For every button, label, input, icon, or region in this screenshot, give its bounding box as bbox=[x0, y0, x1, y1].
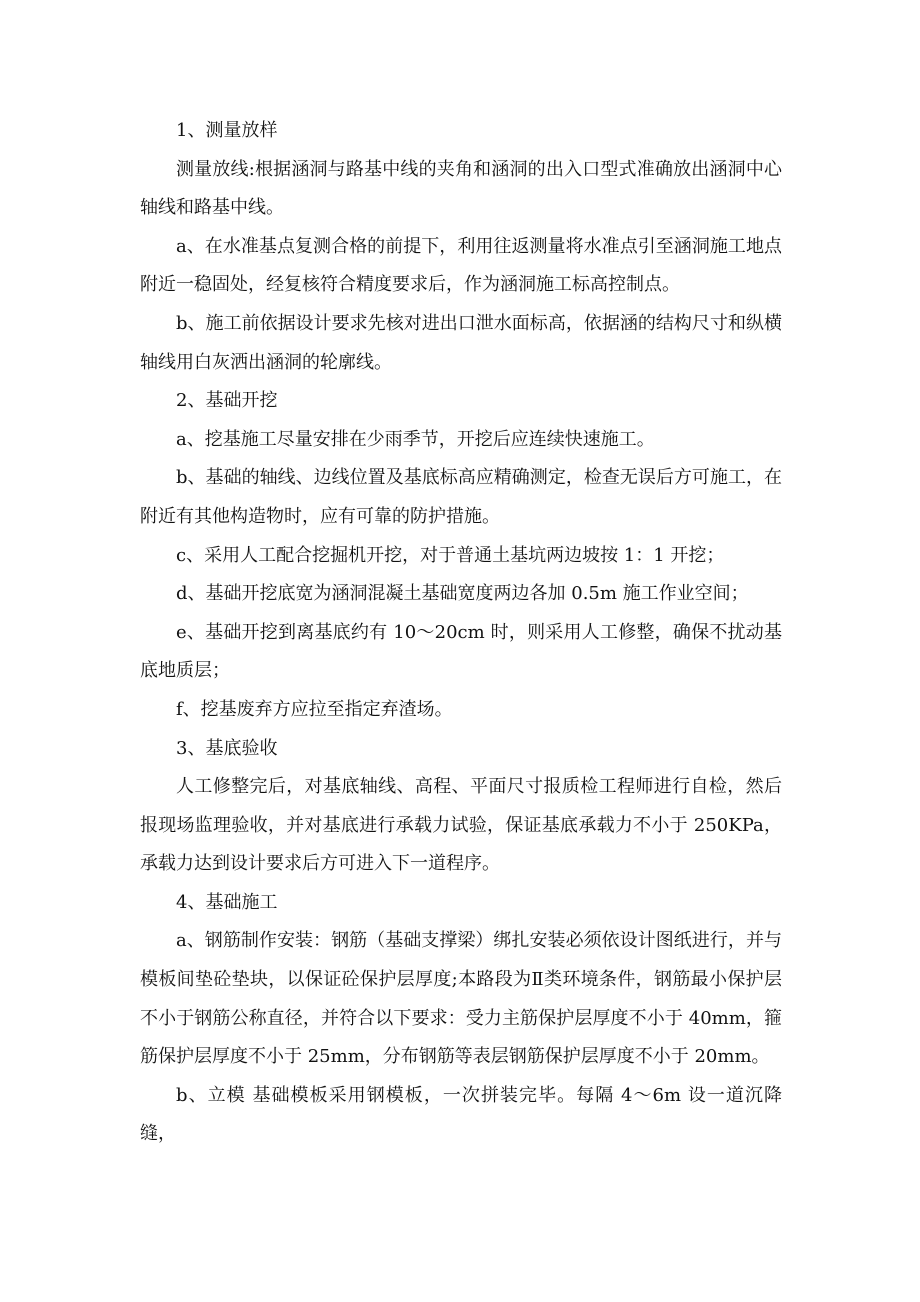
section-heading-acceptance: 3、基底验收 bbox=[176, 737, 278, 759]
paragraph-survey-b: b、施工前依据设计要求先核对进出口泄水面标高，依据涵的结构尺寸和纵横轴线用白灰洒出涵洞的轮廓线。 bbox=[140, 312, 782, 373]
document-body bbox=[140, 112, 782, 1154]
paragraph-survey-a: a、在水准基点复测合格的前提下，利用往返测量将水准点引至涵洞施工地点附近一稳固处，经复核符合精度要求后，作为涵洞施工标高控制点。 bbox=[140, 235, 782, 296]
section-heading-survey: 1、测量放样 bbox=[176, 120, 278, 141]
paragraph-excavation-a: a、挖基施工尽量安排在少雨季节，开挖后应连续快速施工。 bbox=[176, 428, 655, 450]
paragraph-acceptance: 人工修整完后，对基底轴线、高程、平面尺寸报质检工程师进行自检，然后报现场监理验收，并对基底进行承载力试验，保证基底承载力不小于 250KPa，承载力达到设计要求后方可进入下一道程序。 bbox=[140, 776, 782, 875]
paragraph-excavation-b: b、基础的轴线、边线位置及基底标高应精确测定，检查无误后方可施工，在附近有其他构造物时，应有可靠的防护措施。 bbox=[140, 467, 782, 527]
section-heading-foundation: 4、基础施工 bbox=[176, 891, 278, 913]
paragraph-excavation-f: f、挖基废弃方应拉至指定弃渣场。 bbox=[176, 698, 453, 720]
paragraph-excavation-c: c、采用人工配合挖掘机开挖，对于普通土基坑两边坡按 1：1 开挖； bbox=[176, 544, 725, 566]
paragraph-excavation-d: d、基础开挖底宽为涵洞混凝土基础宽度两边各加 0.5m 施工作业空间； bbox=[176, 583, 749, 605]
paragraph-survey-layout: 测量放线:根据涵洞与路基中线的夹角和涵洞的出入口型式准确放出涵洞中心轴线和路基中线。 bbox=[140, 158, 782, 219]
section-heading-excavation: 2、基础开挖 bbox=[176, 390, 278, 412]
paragraph-excavation-e: e、基础开挖到离基底约有 10～20cm 时，则采用人工修整，确保不扰动基底地质层； bbox=[140, 621, 782, 682]
paragraph-foundation-a: a、钢筋制作安装：钢筋（基础支撑梁）绑扎安装必须依设计图纸进行，并与模板间垫砼垫块，以保证砼保护层厚度;本路段为Ⅱ类环境条件，钢筋最小保护层不小于钢筋公称直径，并符合以下要求：受力主筋保护层厚度不小于 40mm，箍筋保护层厚度不小于 25mm，分布钢筋等表层钢筋保护层厚度不小于 20mm。 bbox=[140, 930, 782, 1068]
paragraph-foundation-b: b、立模 基础模板采用钢模板，一次拼装完毕。每隔 4～6m 设一道沉降缝， bbox=[140, 1084, 782, 1145]
